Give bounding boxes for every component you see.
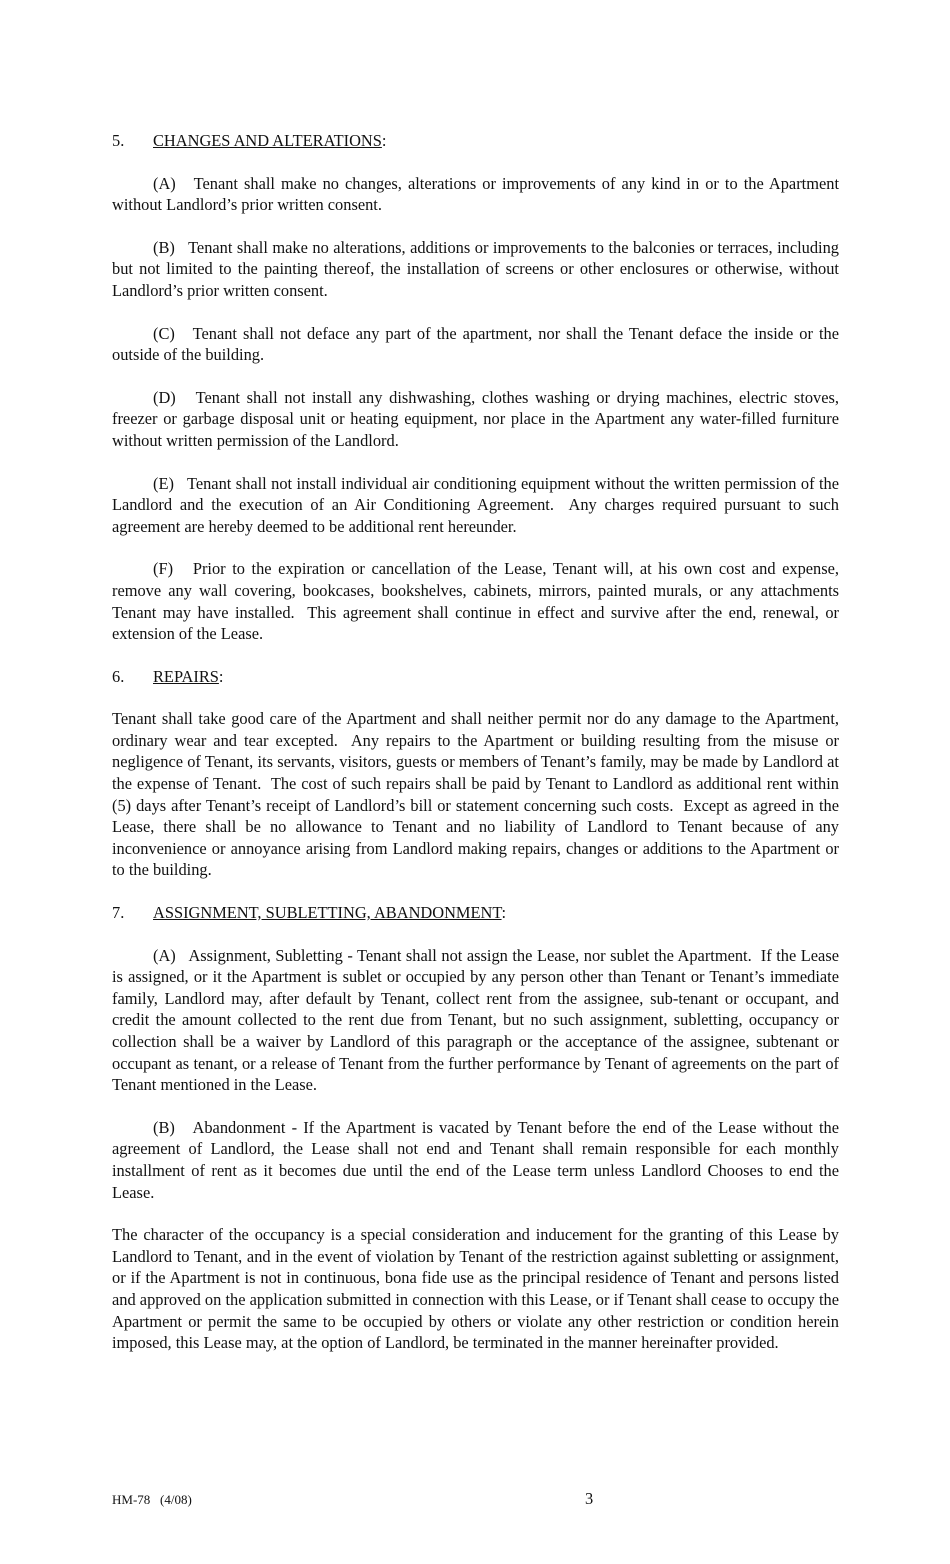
section-7-paragraph-occupancy: The character of the occupancy is a special consideration and inducement for the granting of this Lease by Landlord to Tenant, and in the event of violation by Tenant of the restriction against subletting or assignment, or if the Apartment is not in continuous, bona fide use as the principal residence of Tenant and persons listed and approved on the application submitted in connection with this Lease, or if Tenant shall cease to occupy the Apartment or permit the same to be occupied by others or violate any other restriction or condition herein imposed, this Lease may, at the option of Landlord, be terminated in the manner hereinafter provided. — [112, 1225, 839, 1353]
section-5-paragraph-f: (F) Prior to the expiration or cancellation of the Lease, Tenant will, at his own cost and expense, remove any wall covering, bookcases, bookshelves, cabinets, mirrors, painted murals, or any attachments Tenant may have installed. This agreement shall continue in effect and survive after the end, renewal, or extension of the Lease. — [112, 559, 839, 644]
page-number: 3 — [585, 1489, 594, 1508]
section-7-paragraph-b: (B) Abandonment - If the Apartment is vacated by Tenant before the end of the Lease without the agreement of Landlord, the Lease shall not end and Tenant shall remain responsible for each monthly installment of rent as it becomes due until the end of the Lease term unless Landlord Chooses to end the Lease. — [112, 1117, 839, 1202]
section-5-paragraph-b: (B) Tenant shall make no alterations, additions or improvements to the balconies or terraces, including but not limited to the painting thereof, the installation of screens or other enclosures or otherwise, without Landlord’s prior written consent. — [112, 237, 839, 300]
section-7-heading: 7. ASSIGNMENT, SUBLETTING, ABANDONMENT: — [112, 903, 507, 923]
section-5-paragraph-c: (C) Tenant shall not deface any part of the apartment, nor shall the Tenant deface the inside or the outside of the building. — [112, 323, 839, 365]
section-5-paragraph-d: (D) Tenant shall not install any dishwashing, clothes washing or drying machines, electric stoves, freezer or garbage disposal unit or heating equipment, nor place in the Apartment any water-filled furniture without written permission of the Landlord. — [112, 387, 839, 450]
section-number: 5. — [112, 131, 125, 150]
section-5-heading: 5. CHANGES AND ALTERATIONS: — [112, 131, 387, 150]
section-6-heading: 6. REPAIRS: — [112, 666, 224, 686]
page-footer — [112, 1489, 839, 1509]
form-code: HM-78 (4/08) — [112, 1492, 192, 1507]
section-number: 7. — [112, 903, 125, 923]
section-title: REPAIRS — [153, 666, 219, 686]
section-title: ASSIGNMENT, SUBLETTING, ABANDONMENT — [153, 903, 502, 923]
section-number: 6. — [112, 666, 125, 686]
section-title: CHANGES AND ALTERATIONS — [153, 131, 382, 150]
document-page — [112, 130, 839, 1375]
section-5-paragraph-e: (E) Tenant shall not install individual air conditioning equipment without the written permission of the Landlord and the execution of an Air Conditioning Agreement. Any charges required pursuant to such agreement are hereby deemed to be additional rent hereunder. — [112, 473, 839, 536]
section-6-paragraph: Tenant shall take good care of the Apartment and shall neither permit nor do any damage to the Apartment, ordinary wear and tear excepted. Any repairs to the Apartment or building resulting from the misuse or negligence of Tenant, its servants, visitors, guests or members of Tenant’s family, may be made by Landlord at the expense of Tenant. The cost of such repairs shall be paid by Tenant to Landlord as additional rent within (5) days after Tenant’s receipt of Landlord’s bill or statement concerning such costs. Except as agreed in the Lease, there shall be no allowance to Tenant and no liability of Landlord to Tenant because of any inconvenience or annoyance arising from Landlord making repairs, changes or additions to the Apartment or to the building. — [112, 709, 839, 880]
section-5-paragraph-a: (A) Tenant shall make no changes, alterations or improvements of any kind in or to the Apartment without Landlord’s prior written consent. — [112, 173, 839, 215]
section-7-paragraph-a: (A) Assignment, Subletting - Tenant shall not assign the Lease, nor sublet the Apartment. If the Lease is assigned, or it the Apartment is sublet or occupied by any person other than Tenant or Tenant’s immediate family, Landlord may, after default by Tenant, collect rent from the assignee, sub-tenant or occupant, and credit the amount collected to the rent due from Tenant, but no such assignment, subletting, occupancy or collection shall be a waiver by Landlord of this paragraph or the acceptance of the assignee, subtenant or occupant as tenant, or a release of Tenant from the further performance by Tenant of agreements on the part of Tenant mentioned in the Lease. — [112, 945, 839, 1095]
